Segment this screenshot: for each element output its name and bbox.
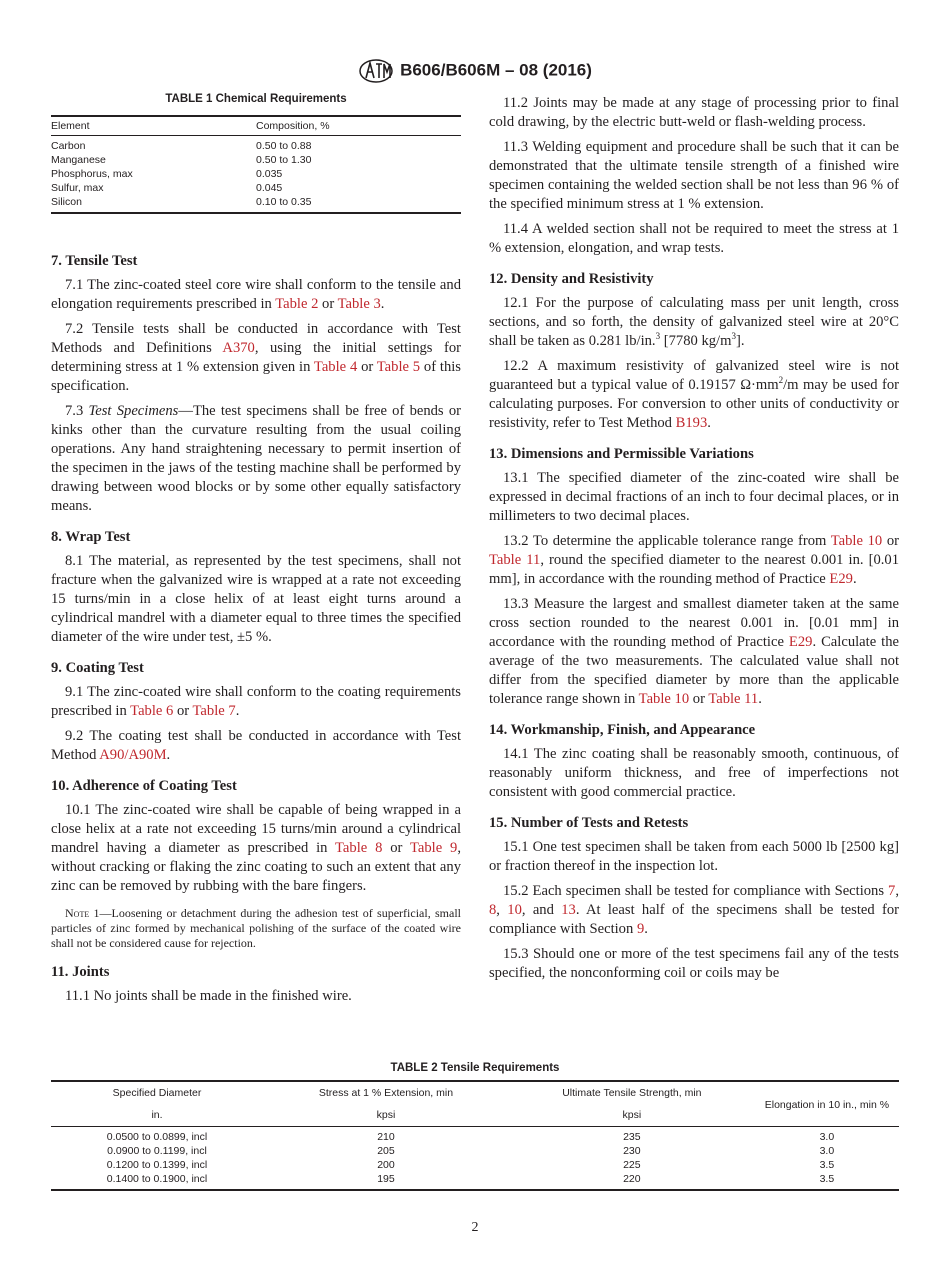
text: . (380, 296, 385, 312)
section-heading (51, 659, 461, 678)
reference-link[interactable]: 10 (507, 902, 522, 918)
text: . (852, 571, 857, 587)
text: 14. Workmanship, Finish, and Appearance (489, 722, 756, 738)
table-cell: 3.0 (819, 1131, 835, 1143)
text: 9.2 The coating test shall be conducted in accordance with Test Method (51, 728, 461, 763)
table-row (51, 167, 461, 181)
text: 13.1 The specified diameter of the zinc-coated wire shall be expressed in decimal fractions of an inch to four decimal places, or in millimeters to two decimal places. (489, 470, 899, 524)
paragraph (489, 532, 899, 589)
text: 12.1 For the purpose of calculating mass per unit length, cross sections, and so forth, the density of galvanized steel wire at 20°C shall be taken as 0.281 lb/in. (489, 295, 899, 349)
reference-link[interactable]: B193 (675, 415, 708, 431)
table-cell: 3.5 (819, 1173, 835, 1185)
text: 10.1 The zinc-coated wire shall be capable of being wrapped in a close helix at a rate not exceeding 15 turns/min around a cylindrical mandrel having a diameter as prescribed in (51, 802, 461, 856)
text: 7.2 Tensile tests shall be conducted in accordance with Test Methods and Definitions (51, 321, 461, 356)
text: or (173, 703, 193, 719)
table-2-header: Stress at 1 % Extension, min (318, 1087, 454, 1099)
text: of this specification. (51, 359, 461, 394)
text: or (689, 691, 709, 707)
reference-link[interactable]: Table 4 (313, 359, 358, 375)
table-cell: 0.0500 to 0.0899, incl (106, 1131, 208, 1143)
section-heading (489, 721, 899, 740)
section-heading (51, 963, 461, 982)
superscript: 3 (655, 331, 661, 342)
reference-link[interactable]: Table 5 (376, 359, 421, 375)
table-1-header: Composition, % (256, 116, 461, 136)
table-1-header: Element (51, 116, 256, 136)
section-heading (489, 270, 899, 289)
paragraph (51, 727, 461, 765)
text: —The test specimens shall be free of bends or kinks other than the curvature resulting from the usual coiling operations. Any hand straightening necessary to permit insertion of the specimen in the jaws of the testing machine shall be performed by drawing between wood blocks or by some other equally satisfactory means. (51, 403, 462, 514)
table-cell: 0.50 to 0.88 (256, 140, 312, 152)
paragraph (489, 838, 899, 876)
table-1-caption: TABLE 1 Chemical Requirements (165, 93, 347, 105)
table-cell: 210 (377, 1131, 395, 1143)
paragraph (489, 595, 899, 709)
table-cell: Phosphorus, max (51, 168, 133, 180)
right-column (489, 94, 899, 989)
table-cell: Manganese (51, 154, 106, 166)
table-cell: 0.035 (256, 168, 283, 180)
page-header (0, 58, 950, 84)
section-heading (51, 777, 461, 796)
section-heading (51, 528, 461, 547)
table-cell: 0.1400 to 0.1900, incl (106, 1173, 208, 1185)
paragraph (51, 683, 461, 721)
text: 7.3 (65, 403, 89, 419)
section-heading (489, 814, 899, 833)
text: 11.1 No joints shall be made in the finished wire. (65, 988, 352, 1004)
table-2-caption: TABLE 2 Tensile Requirements (390, 1062, 560, 1074)
astm-logo-icon (358, 58, 394, 84)
table-2-header: Specified Diameter (112, 1087, 202, 1099)
text: . (707, 415, 711, 431)
reference-link[interactable]: 13 (561, 902, 576, 918)
text: . Calculate the average of the two measurements. The calculated value shall not differ from the specified diameter by more than the applicable tolerance range shown in (489, 634, 899, 707)
text: 10. Adherence of Coating Test (51, 778, 237, 794)
table-cell: Sulfur, max (51, 182, 104, 194)
table-2-unit: kpsi (263, 1102, 509, 1127)
document-designation: B606/B606M – 08 (2016) (400, 60, 592, 80)
reference-link[interactable]: A90/A90M (99, 747, 167, 763)
table-cell: 3.0 (819, 1145, 835, 1157)
reference-link[interactable]: 8 (489, 902, 497, 918)
paragraph (489, 94, 899, 132)
text: , and (521, 902, 562, 918)
reference-link[interactable]: Table 3 (337, 296, 381, 312)
text: . (644, 921, 648, 937)
reference-link[interactable]: Table 10 (830, 533, 883, 549)
table-2-header: Ultimate Tensile Strength, min (562, 1087, 702, 1099)
page-number: 2 (471, 1220, 479, 1235)
text: 9.1 The zinc-coated wire shall conform to the coating requirements prescribed in (51, 684, 461, 719)
text: , (496, 902, 508, 918)
table-cell: 230 (623, 1145, 641, 1157)
text: 12.2 A maximum resistivity of galvanized steel wire is not guaranteed but a typical value of 0.19157 Ω·mm (489, 358, 899, 393)
text: or (382, 840, 410, 856)
reference-link[interactable]: E29 (788, 634, 813, 650)
table-2-unit: in. (51, 1102, 263, 1127)
table-row (51, 136, 461, 154)
reference-link[interactable]: Table 2 (275, 296, 319, 312)
table-row (51, 1172, 899, 1190)
text: , using the initial settings for determining stress at 1 % extension given in (51, 340, 461, 375)
paragraph (51, 276, 461, 314)
note (51, 906, 461, 951)
reference-link[interactable]: Table 11 (489, 552, 541, 568)
paragraph (489, 294, 899, 351)
table-row (51, 1158, 899, 1172)
table-cell: 0.50 to 1.30 (256, 154, 312, 166)
text: [7780 kg/m (660, 333, 732, 349)
text: . At least half of the specimens shall be tested for compliance with Section (489, 902, 899, 937)
table-2 (51, 1062, 899, 1191)
reference-link[interactable]: 7 (888, 883, 896, 899)
text: or (882, 533, 900, 549)
text: , (895, 883, 899, 899)
table-2-unit: kpsi (509, 1102, 755, 1127)
paragraph (489, 138, 899, 214)
reference-link[interactable]: Table 8 (335, 840, 383, 856)
reference-link[interactable]: A370 (222, 340, 255, 356)
paragraph (51, 801, 461, 896)
text: . (758, 691, 762, 707)
paragraph (51, 402, 461, 516)
table-cell: 0.10 to 0.35 (256, 196, 312, 208)
paragraph (489, 220, 899, 258)
paragraph (489, 945, 899, 983)
table-row (51, 1127, 899, 1145)
table-cell: Carbon (51, 140, 86, 152)
table-cell: 3.5 (819, 1159, 835, 1171)
table-cell: 235 (623, 1131, 641, 1143)
table-row (51, 195, 461, 213)
left-column (51, 90, 461, 1012)
paragraph (51, 320, 461, 396)
table-cell: 195 (377, 1173, 395, 1185)
reference-link[interactable]: E29 (829, 571, 853, 587)
table-1 (51, 90, 461, 214)
text: ]. (735, 333, 745, 349)
text: 11.2 Joints may be made at any stage of processing prior to final cold drawing, by the electric butt-weld or flash-welding process. (489, 95, 899, 130)
text: 11.4 A welded section shall not be required to meet the stress at 1 % extension, elongation, and wrap tests. (489, 221, 899, 256)
superscript: 2 (778, 375, 784, 386)
paragraph (489, 357, 899, 433)
table-2-header: Elongation in 10 in., min % (755, 1081, 899, 1127)
text: /m may be used for calculating purposes. For conversion to other units of conductivity or resistivity, refer to Test Method (489, 377, 899, 431)
paragraph (489, 469, 899, 526)
table-cell: 220 (623, 1173, 641, 1185)
table-row (51, 153, 461, 167)
text: 7.1 The zinc-coated steel core wire shall conform to the tensile and elongation requirements prescribed in (51, 277, 461, 312)
text: 14.1 The zinc coating shall be reasonably smooth, continuous, of reasonably uniform thickness, and free of imperfections not consistent with good commercial practice. (489, 746, 899, 800)
text: 12. Density and Resistivity (489, 271, 654, 287)
text: 15.3 Should one or more of the test specimens fail any of the tests specified, the nonconforming coil or coils may be (489, 946, 899, 981)
table-cell: Silicon (51, 196, 82, 208)
italic-run-in-heading: Test Specimens (88, 403, 179, 419)
text: or (357, 359, 377, 375)
table-row (51, 181, 461, 195)
text: 7. Tensile Test (51, 253, 138, 269)
text: . (235, 703, 240, 719)
text: 1—Loosening or detachment during the adhesion test of superficial, small particles of zinc formed by mechanical polishing of the surface of the coated wire shall not be considered cause for rejection. (51, 906, 461, 950)
section-heading (51, 252, 461, 271)
table-cell: 225 (623, 1159, 641, 1171)
reference-link[interactable]: Table 10 (638, 691, 690, 707)
table-row (51, 1144, 899, 1158)
text: 13.3 Measure the largest and smallest diameter taken at the same cross section rounded to the nearest 0.001 in. [0.01 mm] in accordance with the rounding method of Practice (489, 596, 899, 650)
text: 13.2 To determine the applicable tolerance range from (503, 533, 831, 549)
table-cell: 205 (377, 1145, 395, 1157)
paragraph (489, 745, 899, 802)
text: 15. Number of Tests and Retests (489, 815, 689, 831)
table-cell: 0.1200 to 0.1399, incl (106, 1159, 208, 1171)
text: or (318, 296, 338, 312)
text: 15.1 One test specimen shall be taken from each 5000 lb [2500 kg] or fraction thereof in the inspection lot. (489, 839, 899, 874)
text: 8.1 The material, as represented by the test specimens, shall not fracture when the galvanized wire is wrapped at a rate not exceeding 15 turns/min in a close helix of at least eight turns around a cylindrical mandrel with a diameter equal to three times the specified diameter of the wire under test, ±5 %. (51, 553, 461, 645)
reference-link[interactable]: Table 7 (192, 703, 236, 719)
text: 11.3 Welding equipment and procedure shall be such that it can be demonstrated that the ultimate tensile strength of a finished wire specimen containing the welded section shall be not less than 96 % of the specified minimum stress at 1 % extension. (489, 139, 899, 212)
text: . (166, 747, 171, 763)
text: 13. Dimensions and Permissible Variations (489, 446, 754, 462)
text: , without cracking or flaking the zinc coating to such an extent that any zinc can be removed by rubbing with the bare fingers. (51, 840, 461, 894)
paragraph (51, 552, 461, 647)
table-cell: 0.0900 to 0.1199, incl (107, 1145, 207, 1157)
text: , round the specified diameter to the nearest 0.001 in. [0.01 mm], in accordance with the rounding method of Practice (489, 552, 899, 587)
reference-link[interactable]: Table 6 (130, 703, 174, 719)
text: 11. Joints (51, 964, 110, 980)
note-label: Note (65, 906, 90, 920)
reference-link[interactable]: 9 (636, 921, 645, 937)
text: 9. Coating Test (51, 660, 144, 676)
paragraph (489, 882, 899, 939)
reference-link[interactable]: Table 9 (409, 840, 458, 856)
table-cell: 0.045 (256, 182, 283, 194)
superscript: 3 (731, 331, 736, 342)
text: 8. Wrap Test (51, 529, 131, 545)
table-cell: 200 (377, 1159, 395, 1171)
text: 15.2 Each specimen shall be tested for compliance with Sections (503, 883, 889, 899)
section-heading (489, 445, 899, 464)
reference-link[interactable]: Table 11 (708, 691, 759, 707)
paragraph (51, 987, 461, 1006)
